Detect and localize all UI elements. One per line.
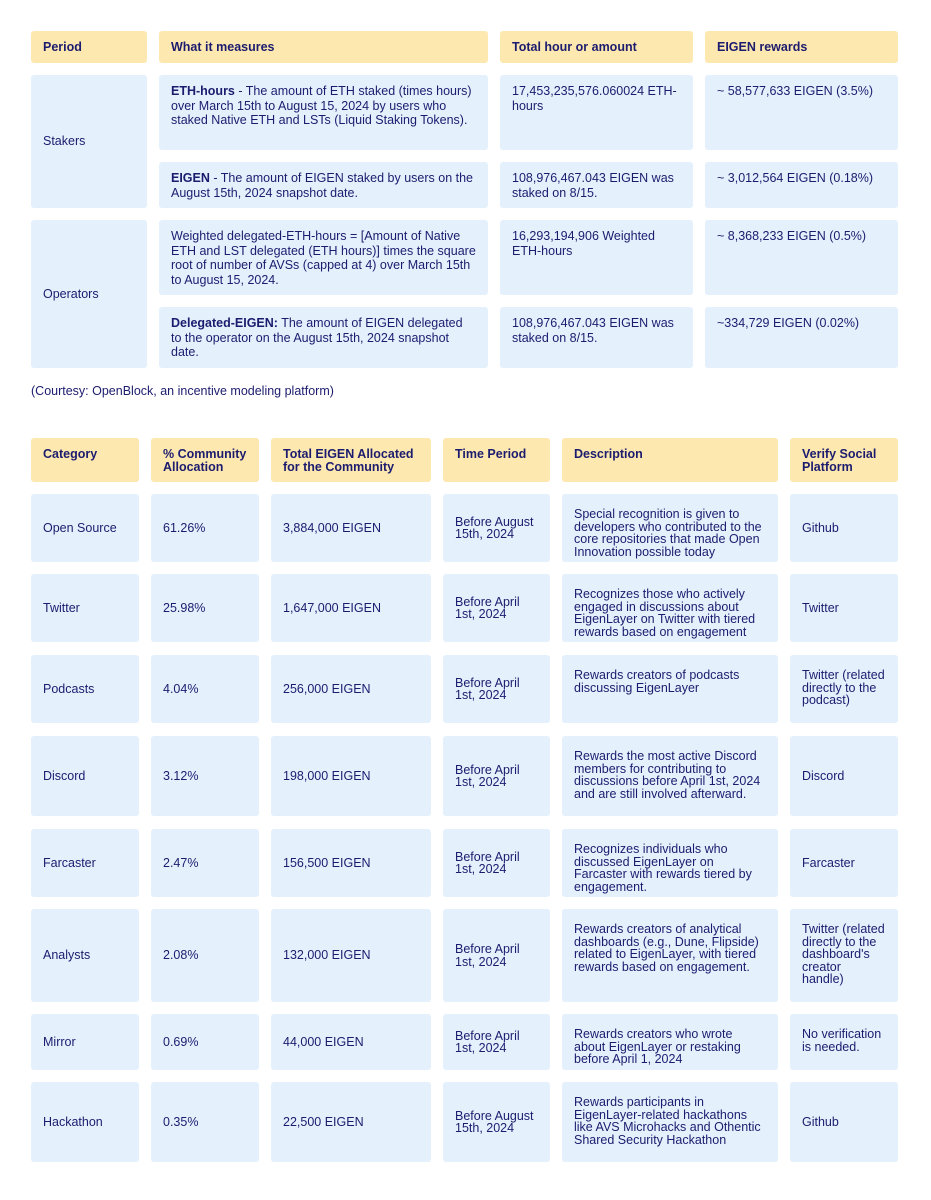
measure-text: - The amount of EIGEN staked by users on the August 15th, 2024 snapshot date. (171, 171, 474, 200)
total-allocated-cell: 132,000 EIGEN (271, 909, 431, 1002)
amount-eigen: 108,976,467.043 EIGEN was staked on 8/15. (500, 162, 693, 208)
header-eigen-rewards: EIGEN rewards (705, 31, 898, 63)
total-allocated-cell: 22,500 EIGEN (271, 1082, 431, 1162)
total-allocated-cell: 198,000 EIGEN (271, 736, 431, 816)
header-verify-platform: Verify Social Platform (790, 438, 898, 482)
total-allocated-cell: 1,647,000 EIGEN (271, 574, 431, 642)
time-period-cell: Before April 1st, 2024 (443, 574, 550, 642)
verify-platform-cell: Twitter (related directly to the podcast) (790, 655, 898, 723)
total-allocated-cell: 44,000 EIGEN (271, 1014, 431, 1070)
verify-platform-cell: No verification is needed. (790, 1014, 898, 1070)
period-stakers: Stakers (31, 75, 147, 208)
time-period-cell: Before April 1st, 2024 (443, 829, 550, 897)
category-cell: Twitter (31, 574, 139, 642)
pct-allocation-cell: 61.26% (151, 494, 259, 562)
total-allocated-cell: 156,500 EIGEN (271, 829, 431, 897)
description-cell: Rewards creators of analytical dashboards (e.g., Dune, Flipside) related to EigenLayer, with tiered rewards based on engagement. (562, 909, 778, 1002)
reward-weighted-eth-hours: ~ 8,368,233 EIGEN (0.5%) (705, 220, 898, 295)
description-cell: Special recognition is given to developers who contributed to the core repositories that made Open Innovation possible today (562, 494, 778, 562)
description-cell: Rewards creators of podcasts discussing EigenLayer (562, 655, 778, 723)
category-cell: Discord (31, 736, 139, 816)
verify-platform-cell: Twitter (related directly to the dashboard's creator handle) (790, 909, 898, 1002)
total-allocated-cell: 256,000 EIGEN (271, 655, 431, 723)
pct-allocation-cell: 2.08% (151, 909, 259, 1002)
header-what-it-measures: What it measures (159, 31, 488, 63)
time-period-cell: Before April 1st, 2024 (443, 1014, 550, 1070)
pct-allocation-cell: 4.04% (151, 655, 259, 723)
category-cell: Open Source (31, 494, 139, 562)
verify-platform-cell: Farcaster (790, 829, 898, 897)
category-cell: Mirror (31, 1014, 139, 1070)
time-period-cell: Before April 1st, 2024 (443, 736, 550, 816)
time-period-cell: Before August 15th, 2024 (443, 1082, 550, 1162)
header-description: Description (562, 438, 778, 482)
time-period-cell: Before April 1st, 2024 (443, 909, 550, 1002)
category-cell: Podcasts (31, 655, 139, 723)
description-cell: Rewards participants in EigenLayer-related hackathons like AVS Microhacks and Othentic Shared Security Hackathon (562, 1082, 778, 1162)
measure-label: EIGEN (171, 171, 210, 185)
measure-eigen (159, 162, 488, 208)
pct-allocation-cell: 25.98% (151, 574, 259, 642)
description-cell: Recognizes individuals who discussed EigenLayer on Farcaster with rewards tiered by engagement. (562, 829, 778, 897)
header-total-amount: Total hour or amount (500, 31, 693, 63)
pct-allocation-cell: 0.69% (151, 1014, 259, 1070)
verify-platform-cell: Twitter (790, 574, 898, 642)
reward-delegated-eigen: ~334,729 EIGEN (0.02%) (705, 307, 898, 368)
measure-text: The amount of EIGEN delegated to the operator on the August 15th, 2024 snapshot date. (171, 316, 463, 359)
header-total-allocated: Total EIGEN Allocated for the Community (271, 438, 431, 482)
reward-eth-hours: ~ 58,577,633 EIGEN (3.5%) (705, 75, 898, 150)
time-period-cell: Before August 15th, 2024 (443, 494, 550, 562)
header-pct-allocation: % Community Allocation (151, 438, 259, 482)
measure-delegated-eigen (159, 307, 488, 368)
category-cell: Hackathon (31, 1082, 139, 1162)
verify-platform-cell: Github (790, 1082, 898, 1162)
pct-allocation-cell: 2.47% (151, 829, 259, 897)
verify-platform-cell: Github (790, 494, 898, 562)
description-cell: Recognizes those who actively engaged in discussions about EigenLayer on Twitter with tiered rewards based on engagement (562, 574, 778, 642)
total-allocated-cell: 3,884,000 EIGEN (271, 494, 431, 562)
description-cell: Rewards the most active Discord members for contributing to discussions before April 1st, 2024 and are still involved afterward. (562, 736, 778, 816)
reward-eigen: ~ 3,012,564 EIGEN (0.18%) (705, 162, 898, 208)
time-period-cell: Before April 1st, 2024 (443, 655, 550, 723)
header-category: Category (31, 438, 139, 482)
measure-eth-hours (159, 75, 488, 150)
description-cell: Rewards creators who wrote about EigenLayer or restaking before April 1, 2024 (562, 1014, 778, 1070)
measure-label: Delegated-EIGEN: (171, 316, 278, 330)
courtesy-note: (Courtesy: OpenBlock, an incentive modeling platform) (31, 384, 334, 398)
amount-delegated-eigen: 108,976,467.043 EIGEN was staked on 8/15. (500, 307, 693, 368)
header-time-period: Time Period (443, 438, 550, 482)
measure-text: - The amount of ETH staked (times hours) over March 15th to August 15, 2024 by users who staked Native ETH and LSTs (Liquid Staking Tokens). (171, 84, 472, 127)
category-cell: Farcaster (31, 829, 139, 897)
category-cell: Analysts (31, 909, 139, 1002)
header-period: Period (31, 31, 147, 63)
measure-weighted-eth-hours: Weighted delegated-ETH-hours = [Amount of Native ETH and LST delegated (ETH hours)] times the square root of number of AVSs (capped at 4) over March 15th to August 15, 2024. (159, 220, 488, 295)
measure-label: ETH-hours (171, 84, 235, 98)
period-operators: Operators (31, 220, 147, 368)
verify-platform-cell: Discord (790, 736, 898, 816)
amount-eth-hours: 17,453,235,576.060024 ETH-hours (500, 75, 693, 150)
amount-weighted-eth-hours: 16,293,194,906 Weighted ETH-hours (500, 220, 693, 295)
pct-allocation-cell: 0.35% (151, 1082, 259, 1162)
pct-allocation-cell: 3.12% (151, 736, 259, 816)
